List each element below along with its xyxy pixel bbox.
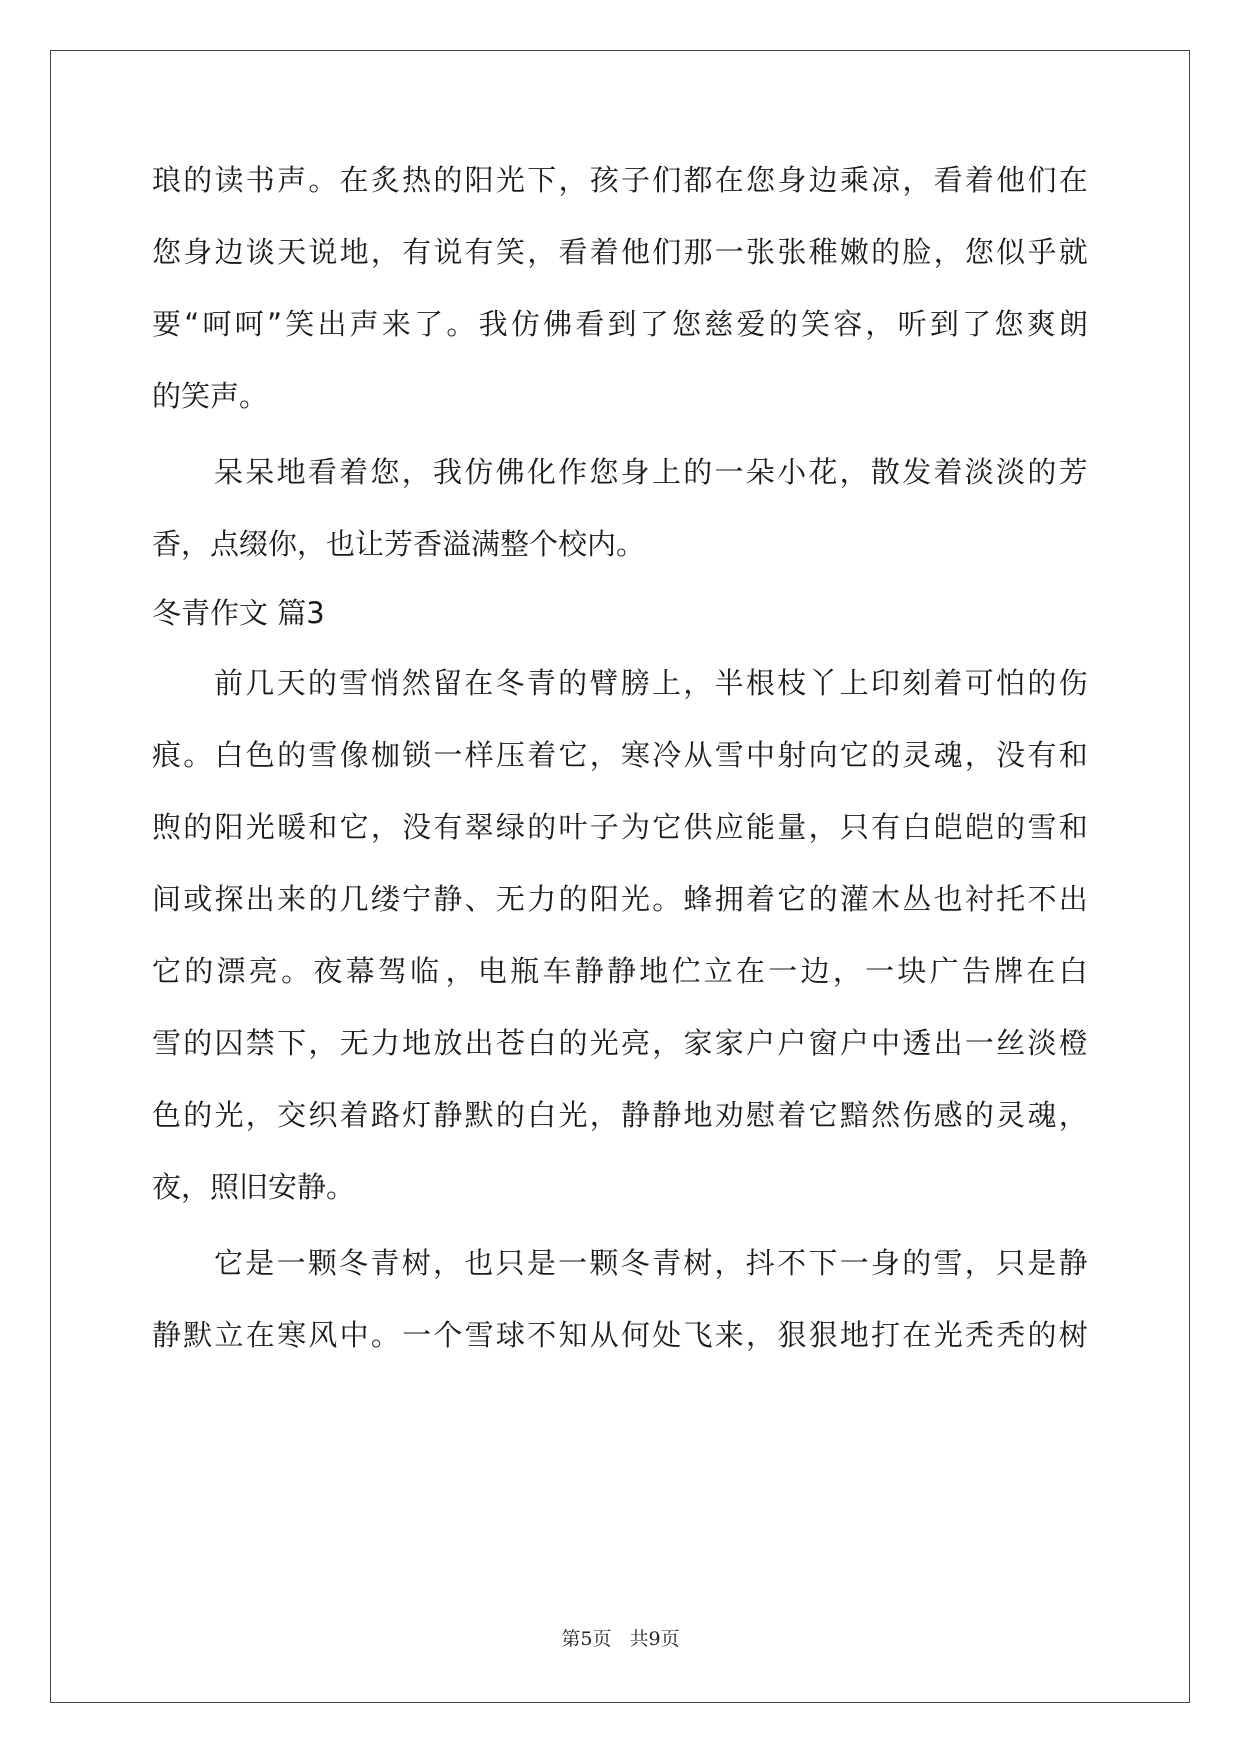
text-line: 要 “ 呵 呵 ” 笑 出 声 来 了 。 我 仿 佛 看 到 了 您 慈 爱 的 笑 容 ， 听 到 了 您 爽 朗 <box>152 307 1088 341</box>
text-line: 您 身 边 谈 天 说 地 ， 有 说 有 笑 ， 看 着 他 们 那 一 张 张 稚 嫩 的 脸 ， 您 似 乎 就 <box>152 235 1088 269</box>
text-line: 间 或 探 出 来 的 几 缕 宁 静 、 无 力 的 阳 光 。 蜂 拥 着 它 的 灌 木 丛 也 衬 托 不 出 <box>152 882 1088 916</box>
text-line: 夜，照旧安静。 <box>152 1170 356 1204</box>
page-total: 共9页 <box>629 1628 680 1650</box>
text-line: 呆 呆 地 看 着 您 ， 我 仿 佛 化 作 您 身 上 的 一 朵 小 花 ， 散 发 着 淡 淡 的 芳 <box>214 455 1088 489</box>
text-line: 琅 的 读 书 声 。 在 炙 热 的 阳 光 下 ， 孩 子 们 都 在 您 身 边 乘 凉 ， 看 着 他 们 在 <box>152 163 1088 197</box>
text-line: 雪 的 囚 禁 下 ， 无 力 地 放 出 苍 白 的 光 亮 ， 家 家 户 户 窗 户 中 透 出 一 丝 淡 橙 <box>152 1026 1088 1060</box>
page-footer <box>0 1624 1241 1651</box>
text-line: 的笑声。 <box>152 379 269 413</box>
text-line: 它 的 漂 亮 。 夜 幕 驾 临 ， 电 瓶 车 静 静 地 伫 立 在 一 边 ， 一 块 广 告 牌 在 白 <box>152 954 1088 988</box>
text-line: 色 的 光 ， 交 织 着 路 灯 静 默 的 白 光 ， 静 静 地 劝 慰 着 它 黯 然 伤 感 的 灵 魂 ， <box>152 1098 1088 1132</box>
text-line: 它 是 一 颗 冬 青 树 ， 也 只 是 一 颗 冬 青 树 ， 抖 不 下 一 身 的 雪 ， 只 是 静 <box>214 1246 1088 1280</box>
text-line: 煦 的 阳 光 暖 和 它 ， 没 有 翠 绿 的 叶 子 为 它 供 应 能 量 ， 只 有 白 皑 皑 的 雪 和 <box>152 810 1088 844</box>
text-line: 痕 。 白 色 的 雪 像 枷 锁 一 样 压 着 它 ， 寒 冷 从 雪 中 射 向 它 的 灵 魂 ， 没 有 和 <box>152 738 1088 772</box>
section-heading: 冬青作文 篇3 <box>152 596 325 630</box>
text-line: 静 默 立 在 寒 风 中 。 一 个 雪 球 不 知 从 何 处 飞 来 ， 狠 狠 地 打 在 光 秃 秃 的 树 <box>152 1318 1088 1352</box>
page-number: 第5页 <box>561 1628 612 1650</box>
text-line: 香，点缀你，也让芳香溢满整个校内。 <box>152 527 646 561</box>
page-border <box>50 50 1190 1703</box>
text-line: 前 几 天 的 雪 悄 然 留 在 冬 青 的 臂 膀 上 ， 半 根 枝 丫 上 印 刻 着 可 怕 的 伤 <box>214 666 1088 700</box>
